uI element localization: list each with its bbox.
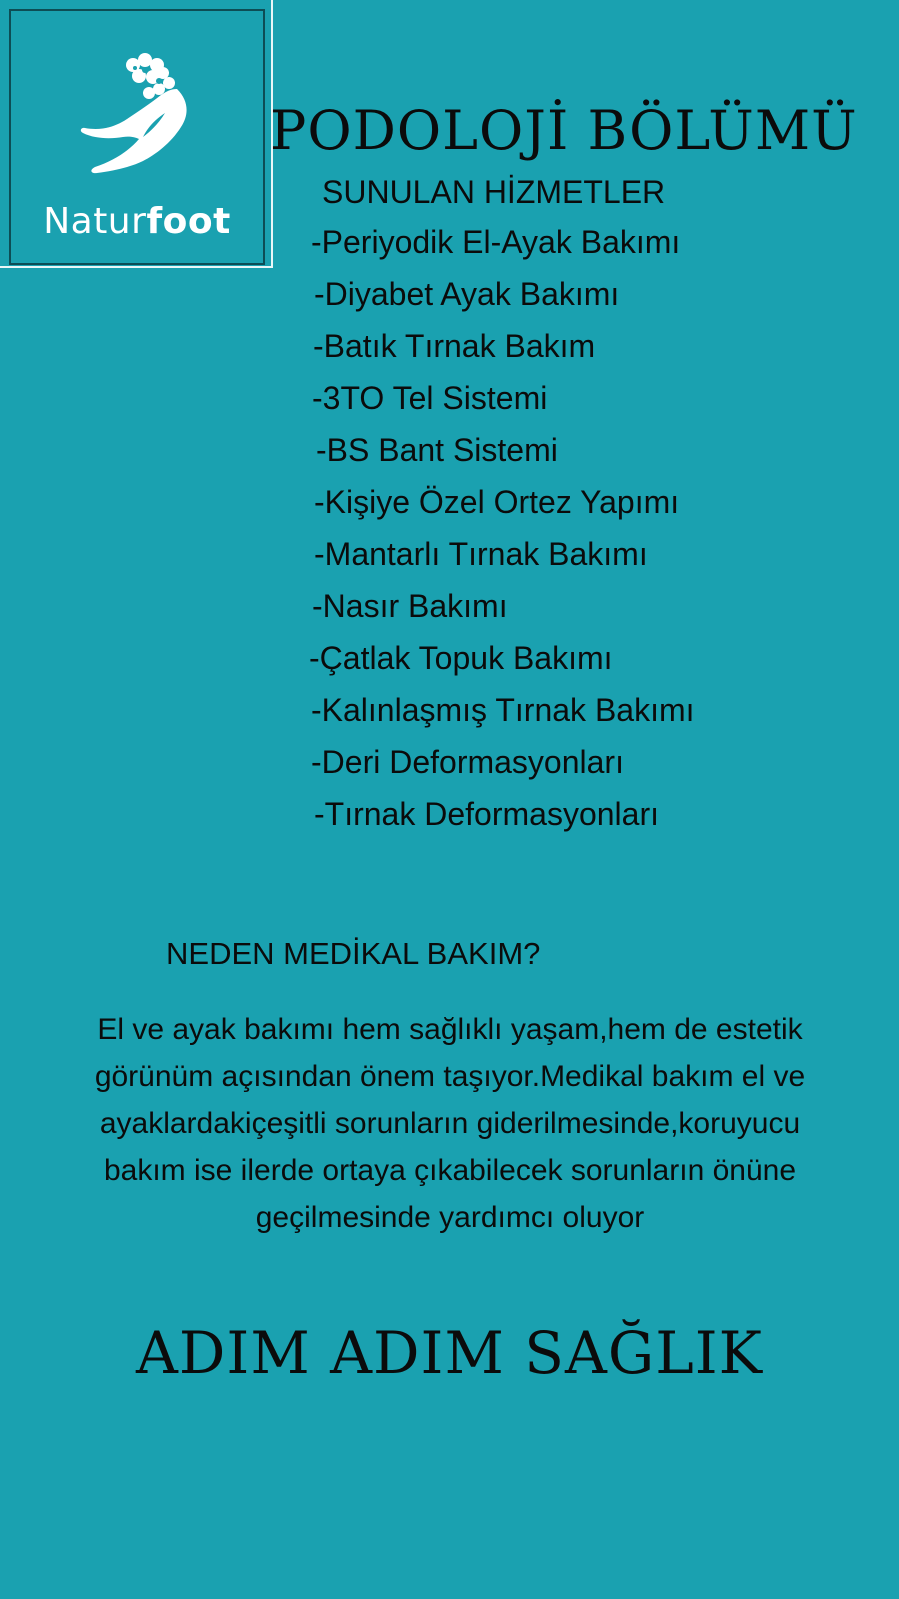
flower-foot-icon <box>73 43 213 183</box>
logo-frame <box>9 9 265 265</box>
logo-word-bold: foot <box>146 201 231 242</box>
service-item: -Çatlak Topuk Bakımı <box>309 640 613 676</box>
logo-box <box>0 0 273 268</box>
why-line: El ve ayak bakımı hem sağlıklı yaşam,hem de estetik <box>97 1013 803 1046</box>
service-item: -Nasır Bakımı <box>312 588 508 624</box>
service-item: -Kişiye Özel Ortez Yapımı <box>314 484 680 520</box>
why-line: bakım ise ilerde ortaya çıkabilecek sorunların önüne <box>103 1154 797 1187</box>
service-item: -Batık Tırnak Bakım <box>313 328 596 364</box>
logo-wordmark <box>11 201 263 242</box>
logo-word-light: Natur <box>43 201 147 242</box>
page-title: PODOLOJİ BÖLÜMÜ <box>270 99 858 162</box>
slogan: ADIM ADIM SAĞLIK <box>136 1319 763 1387</box>
service-item: -Kalınlaşmış Tırnak Bakımı <box>311 692 695 728</box>
service-item: -3TO Tel Sistemi <box>312 380 548 416</box>
service-item: -BS Bant Sistemi <box>316 432 558 468</box>
service-item: -Periyodik El-Ayak Bakımı <box>311 224 681 260</box>
service-item: -Deri Deformasyonları <box>311 744 624 780</box>
why-line: görünüm açısından önem taşıyor.Medikal bakım el ve <box>94 1060 806 1093</box>
why-line: geçilmesinde yardımcı oluyor <box>255 1201 645 1234</box>
service-item: -Tırnak Deformasyonları <box>314 796 659 832</box>
why-paragraph <box>30 1006 870 1241</box>
service-item: -Diyabet Ayak Bakımı <box>314 276 620 312</box>
services-heading: SUNULAN HİZMETLER <box>322 174 666 210</box>
why-heading: NEDEN MEDİKAL BAKIM? <box>166 936 541 971</box>
why-line: ayaklardakiçeşitli sorunların giderilmesinde,koruyucu <box>99 1107 801 1140</box>
service-item: -Mantarlı Tırnak Bakımı <box>314 536 648 572</box>
